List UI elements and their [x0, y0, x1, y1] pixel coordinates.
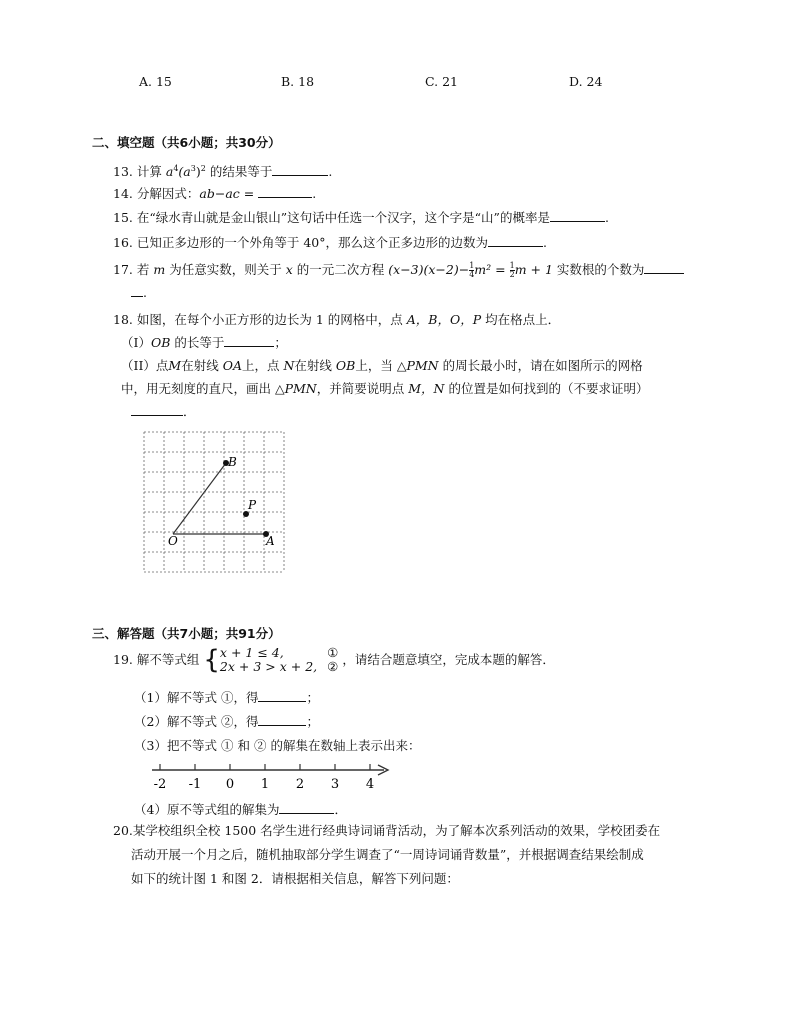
- q13-answer-blank[interactable]: [272, 164, 328, 176]
- q18-part-2-line3: ．: [131, 404, 196, 420]
- q19-s1-text: ，得: [233, 690, 259, 705]
- q14-answer-blank[interactable]: [258, 186, 312, 198]
- q14-expression: ab−ac =: [199, 186, 255, 201]
- q19-ineq2: 2x + 3 > x + 2,: [219, 659, 318, 674]
- q13-end: .: [328, 164, 333, 180]
- q17-mid2: 的一元二次方程: [296, 262, 385, 277]
- question-20-line2: 活动开展一个月之后，随机抽取部分学生调查了“一周诗词诵背数量”，并根据调查结果绘制成: [131, 847, 644, 862]
- q17-equation-part1: (x−3)(x−2)−: [388, 262, 470, 277]
- q19-s2-answer-blank[interactable]: [258, 714, 306, 726]
- q13-exp-in: 3: [190, 164, 196, 173]
- q18-p2-n: N: [283, 358, 295, 373]
- q13-suffix: 的结果等于: [209, 164, 273, 180]
- q15-text: 在“绿水青山就是金山银山”这句话中任选一个汉字，这个字是“山”的概率是: [136, 210, 550, 225]
- q14-number: 14.: [113, 186, 133, 201]
- q17-prefix: 若: [136, 262, 150, 277]
- section-title-fill-in: 二、填空题（共6小题；共30分）: [92, 135, 281, 150]
- q13-exp-a: 4: [173, 164, 179, 173]
- q19-step-3: [134, 738, 420, 754]
- q20-text-line1: 某学校组织全校 1500 名学生进行经典诗词诵背活动，为了解本次系列活动的效果，学校团委在: [132, 823, 661, 838]
- q19-step-1: [134, 690, 319, 706]
- q19-s2-circle: ②: [220, 714, 234, 729]
- q18-p2-pmn: PMN: [406, 358, 439, 373]
- number-line-tick-label: 0: [225, 777, 235, 792]
- question-15: [113, 210, 609, 226]
- q13-close: ): [195, 164, 201, 180]
- q18-points: A，B，O，P: [406, 312, 482, 327]
- q18-p2-h: ，并简要说明点: [316, 381, 405, 396]
- q13-prefix: 计算: [136, 164, 162, 180]
- option-c: C. 21: [425, 74, 458, 89]
- question-19: [113, 646, 555, 682]
- number-line-tick-label: -2: [153, 777, 167, 792]
- q18-p2-m: M: [168, 358, 182, 373]
- q19-prefix: 解不等式组: [136, 652, 200, 667]
- q18-part-2-line1: [121, 358, 643, 374]
- q18-number: 18.: [113, 312, 133, 327]
- q18-p2-pmn2: PMN: [284, 381, 317, 396]
- label-p: P: [248, 498, 257, 512]
- q18-p1-answer-blank[interactable]: [224, 335, 274, 347]
- question-20-line3: 如下的统计图 1 和图 2．请根据相关信息，解答下列问题：: [131, 871, 459, 886]
- q18-text: 如图，在每个小正方形的边长为 1 的网格中，点: [136, 312, 403, 327]
- q16-number: 16.: [113, 235, 133, 250]
- section-title-answer: 三、解答题（共7小题；共91分）: [92, 626, 281, 641]
- option-a: A. 15: [139, 74, 172, 89]
- q19-s4-prefix: （4）原不等式组的解集为: [134, 802, 280, 817]
- q17-equation-part2: m² =: [474, 262, 506, 277]
- q18-p2-c: 上，点: [241, 358, 280, 373]
- q14-end: .: [312, 186, 317, 201]
- q18-p2-mn: M，N: [408, 381, 445, 396]
- q19-number: 19.: [113, 652, 133, 667]
- q13-exp-out: 2: [200, 164, 206, 173]
- q15-end: .: [604, 210, 609, 225]
- q15-number: 15.: [113, 210, 133, 225]
- label-a: A: [266, 534, 275, 548]
- question-20-line1: [113, 823, 660, 839]
- q18-text2: 均在格点上．: [485, 312, 561, 327]
- q20-number: 20.: [113, 823, 133, 838]
- q19-label-1: ①: [327, 645, 339, 660]
- q19-step-2: [134, 714, 319, 730]
- q18-p2-b: 在射线: [181, 358, 219, 373]
- option-b: B. 18: [281, 74, 315, 89]
- number-line-tick-label: -1: [188, 777, 202, 792]
- q14-prefix: 分解因式：: [136, 186, 200, 201]
- q17-fraction-2: $\frac{1}{2}$: [509, 261, 515, 279]
- question-13: [113, 161, 332, 180]
- q18-p2-ob: OB: [335, 358, 356, 373]
- question-17: [113, 262, 684, 279]
- label-b: B: [228, 455, 237, 469]
- q17-equation-part3: m + 1: [514, 262, 553, 277]
- q19-s1-circle: ①: [220, 690, 234, 705]
- q17-suffix: 实数根的个数为: [556, 262, 645, 277]
- q19-s1-prefix: （1）解不等式: [134, 690, 217, 705]
- number-line-tick-label: 3: [330, 777, 340, 792]
- q18-p2-e: 上，当 △: [355, 358, 407, 373]
- q19-s3-prefix: （3）把不等式: [134, 738, 217, 753]
- grid-lines: [144, 432, 284, 572]
- question-16: [113, 235, 547, 251]
- q18-p2-g: 中，用无刻度的直尺，画出 △: [121, 381, 285, 396]
- segment-ob: [173, 463, 226, 534]
- option-d: D. 24: [569, 74, 603, 89]
- q19-s1-answer-blank[interactable]: [258, 690, 306, 702]
- q19-s4-answer-blank[interactable]: [279, 802, 334, 814]
- q17-number: 17.: [113, 262, 133, 277]
- q19-step-4: [134, 802, 347, 818]
- q18-part-1: （I）OB 的长等于 ；: [121, 335, 287, 350]
- q18-p1-label: （I）: [121, 335, 151, 350]
- q17-answer-blank[interactable]: [644, 262, 684, 274]
- q19-s3-mid: 和: [237, 738, 250, 753]
- q16-end: .: [543, 235, 547, 250]
- q16-answer-blank[interactable]: [488, 235, 543, 247]
- q19-s3-circle1: ①: [220, 738, 234, 753]
- q19-s3-text: 的解集在数轴上表示出来：: [270, 738, 421, 753]
- number-line-ticks: [154, 764, 374, 792]
- q19-labels: [327, 646, 338, 674]
- q15-answer-blank[interactable]: [550, 210, 605, 222]
- q19-brace: {: [203, 645, 220, 675]
- q18-p2-d: 在射线: [294, 358, 332, 373]
- q18-p1-ob: OB: [150, 335, 171, 350]
- q19-number-line: [148, 760, 398, 796]
- q17-answer-blank-cont[interactable]: [131, 285, 143, 297]
- q19-s2-text: ，得: [233, 714, 259, 729]
- q17-mid: 为任意实数，则关于: [169, 262, 282, 277]
- q17-continuation: [131, 285, 147, 301]
- q17-end: .: [143, 285, 147, 300]
- q19-s1-end: ；: [306, 690, 319, 705]
- q19-s2-prefix: （2）解不等式: [134, 714, 217, 729]
- number-line-tick-label: 2: [295, 777, 305, 792]
- q18-p2-answer-blank[interactable]: [131, 404, 183, 416]
- number-line-tick-label: 1: [260, 777, 270, 792]
- q19-s3-circle2: ②: [253, 738, 267, 753]
- q18-p2-oa: OA: [222, 358, 242, 373]
- q17-var-x: x: [285, 262, 293, 277]
- question-14: [113, 186, 316, 202]
- q13-number: 13.: [113, 164, 133, 180]
- q19-system: [220, 646, 317, 674]
- q18-p2-i: 的位置是如何找到的（不要求证明）: [448, 381, 649, 396]
- q19-label-2: ②: [327, 659, 339, 674]
- q18-part-2-line2: [121, 381, 649, 397]
- q18-p2-a: （II）点: [121, 358, 169, 373]
- q19-s2-end: ；: [306, 714, 319, 729]
- q17-fraction-1: $\frac{1}{4}$: [469, 261, 475, 279]
- q19-s4-end: ．: [334, 802, 347, 817]
- q19-ineq1: x + 1 ≤ 4,: [219, 645, 284, 660]
- q18-p1-text: 的长等于: [174, 335, 225, 350]
- question-18: [113, 312, 560, 328]
- q18-grid-figure: [140, 428, 290, 578]
- q17-var-m: m: [153, 262, 166, 277]
- number-line-tick-label: 4: [365, 777, 375, 792]
- q13-base: a: [165, 164, 174, 180]
- q16-text: 已知正多边形的一个外角等于 40°，那么这个正多边形的边数为: [136, 235, 489, 250]
- q13-paren: (a: [178, 164, 191, 180]
- q18-p2-f: 的周长最小时，请在如图所示的网格: [442, 358, 643, 373]
- label-o: O: [168, 534, 178, 548]
- q19-suffix: ，请结合题意填空，完成本题的解答．: [342, 652, 555, 667]
